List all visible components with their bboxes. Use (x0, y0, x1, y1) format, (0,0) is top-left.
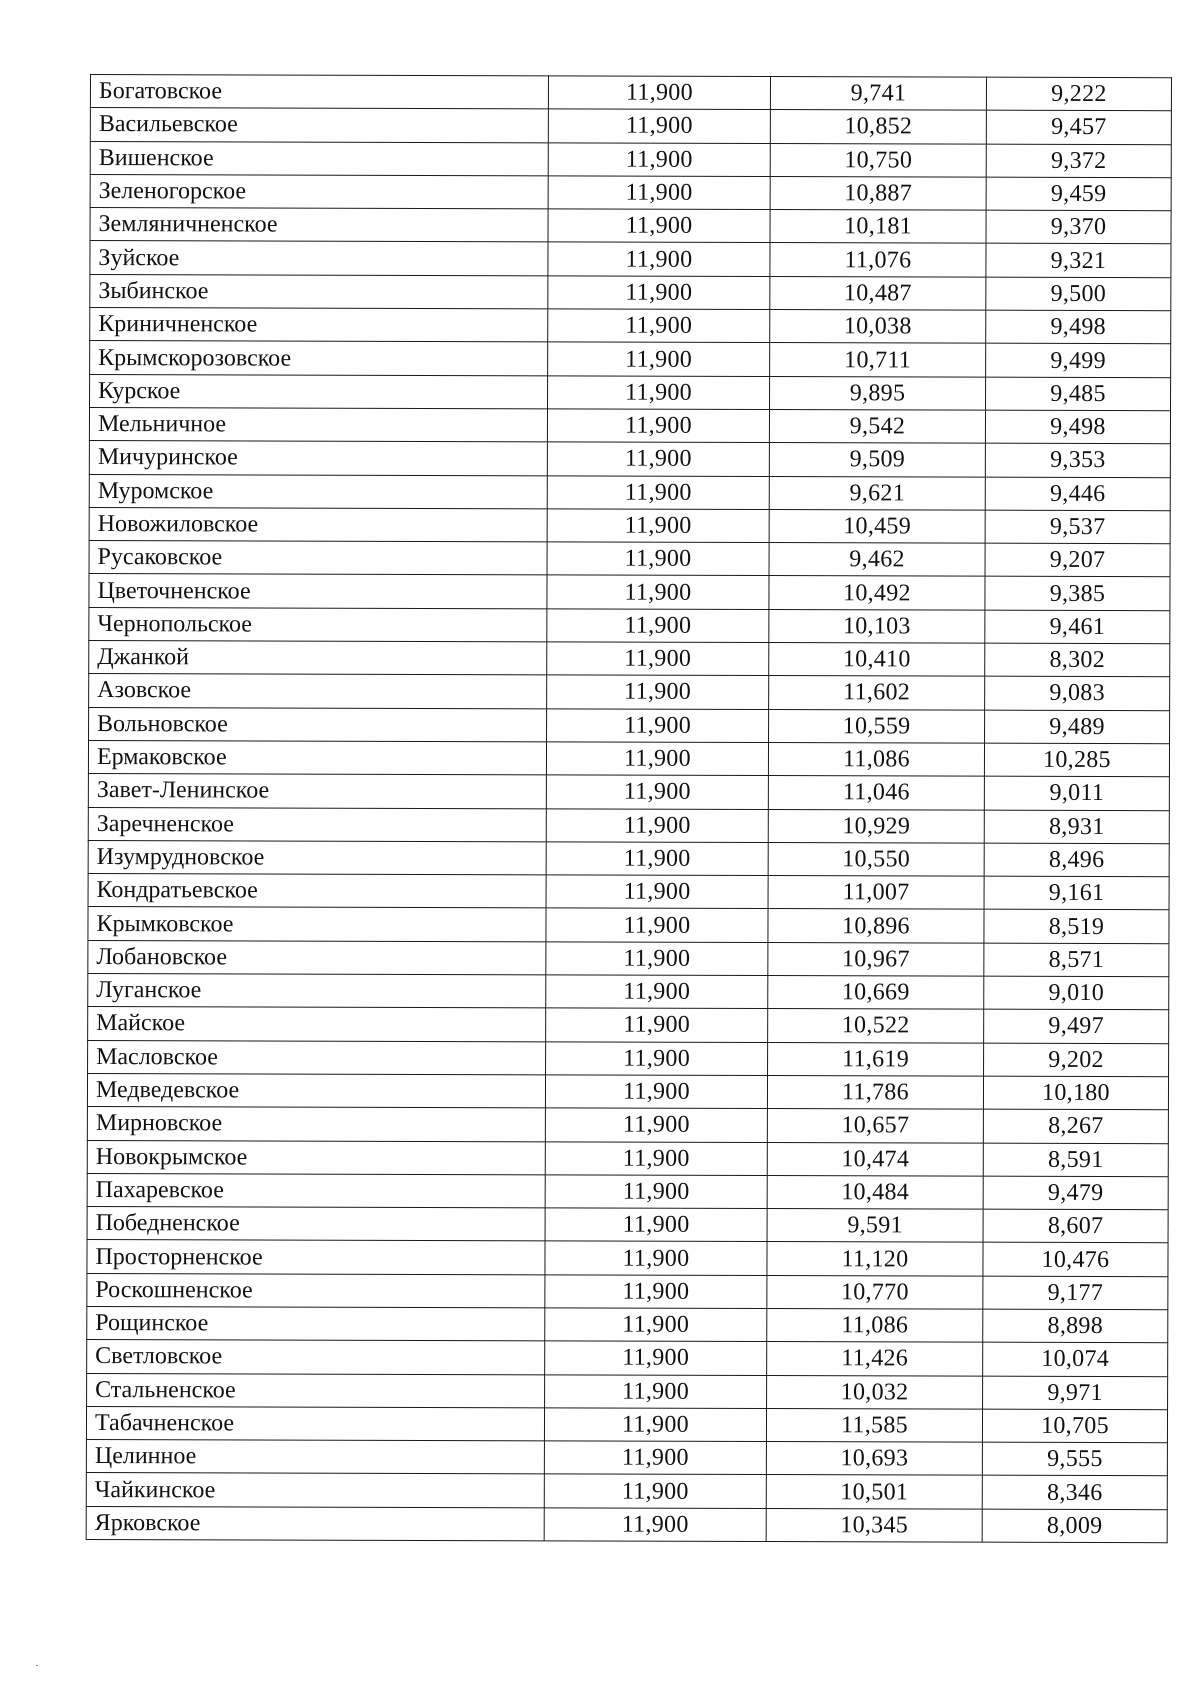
value-2-cell: 10,929 (768, 809, 984, 843)
value-2-cell: 11,046 (768, 776, 984, 810)
value-2-cell: 9,741 (770, 77, 986, 111)
value-2-cell: 10,484 (767, 1175, 983, 1209)
value-2-cell: 10,474 (767, 1142, 983, 1176)
settlement-name-cell: Русаковское (89, 541, 547, 576)
settlement-name-cell: Богатовское (90, 75, 548, 110)
table-row (87, 1340, 1168, 1377)
value-1-cell: 11,900 (547, 542, 769, 576)
value-1-cell: 11,900 (546, 808, 768, 842)
value-2-cell: 9,621 (769, 476, 985, 510)
value-2-cell: 11,120 (767, 1242, 983, 1276)
table-row (88, 907, 1169, 944)
value-3-cell: 9,446 (985, 477, 1170, 511)
value-1-cell: 11,900 (546, 775, 768, 809)
value-3-cell: 9,498 (986, 310, 1171, 344)
settlement-name-cell: Новокрымское (87, 1140, 545, 1175)
value-3-cell: 8,898 (983, 1309, 1168, 1343)
value-3-cell: 9,010 (984, 976, 1169, 1010)
settlement-name-cell: Пахаревское (87, 1173, 545, 1208)
value-2-cell: 10,852 (770, 110, 986, 144)
value-3-cell: 8,607 (983, 1209, 1168, 1243)
table-row (90, 141, 1171, 178)
settlement-name-cell: Майское (88, 1007, 546, 1042)
value-1-cell: 11,900 (546, 875, 768, 909)
value-1-cell: 11,900 (544, 1408, 766, 1442)
value-2-cell: 11,007 (768, 876, 984, 910)
table-row (87, 1306, 1168, 1343)
value-3-cell: 8,302 (985, 643, 1170, 677)
settlement-name-cell: Заречненское (88, 807, 546, 842)
value-2-cell: 10,896 (768, 909, 984, 943)
table-row (88, 807, 1169, 844)
table-row (88, 774, 1169, 811)
value-2-cell: 10,550 (768, 842, 984, 876)
settlement-name-cell: Целинное (86, 1440, 544, 1475)
value-3-cell: 9,372 (986, 144, 1171, 178)
table-row (90, 208, 1171, 245)
value-1-cell: 11,900 (548, 209, 770, 243)
settlement-name-cell: Ярковское (86, 1506, 544, 1541)
value-1-cell: 11,900 (548, 242, 770, 276)
value-3-cell: 10,476 (983, 1243, 1168, 1277)
value-2-cell: 10,032 (767, 1375, 983, 1409)
value-2-cell: 10,711 (770, 343, 986, 377)
table-row (87, 1273, 1168, 1310)
settlement-name-cell: Роскошненское (87, 1273, 545, 1308)
value-3-cell: 9,321 (986, 244, 1171, 278)
value-1-cell: 11,900 (545, 1374, 767, 1408)
value-3-cell: 10,180 (983, 1076, 1168, 1110)
settlement-name-cell: Табачненское (86, 1406, 544, 1441)
value-3-cell: 8,346 (982, 1476, 1167, 1510)
value-3-cell: 8,267 (983, 1109, 1168, 1143)
value-3-cell: 9,202 (984, 1043, 1169, 1077)
table-row (86, 1406, 1167, 1443)
table-row (88, 740, 1169, 777)
settlement-name-cell: Стальненское (87, 1373, 545, 1408)
table-row (87, 1207, 1168, 1244)
data-table (86, 74, 1172, 1543)
settlement-name-cell: Луганское (88, 974, 546, 1009)
value-2-cell: 9,462 (769, 543, 985, 577)
table-row (89, 441, 1170, 478)
value-3-cell: 9,485 (986, 377, 1171, 411)
value-3-cell: 8,931 (984, 810, 1169, 844)
value-1-cell: 11,900 (548, 142, 770, 176)
value-2-cell: 10,669 (768, 976, 984, 1010)
table-row (87, 1240, 1168, 1277)
value-2-cell: 11,619 (768, 1042, 984, 1076)
value-2-cell: 10,038 (770, 310, 986, 344)
table-row (90, 274, 1171, 311)
value-1-cell: 11,900 (546, 975, 768, 1009)
value-2-cell: 10,657 (767, 1109, 983, 1143)
value-3-cell: 9,498 (985, 410, 1170, 444)
value-3-cell: 9,497 (984, 1009, 1169, 1043)
value-3-cell: 9,370 (986, 210, 1171, 244)
settlement-name-cell: Зеленогорское (90, 174, 548, 209)
value-1-cell: 11,900 (547, 675, 769, 709)
settlement-name-cell: Цветочненское (89, 574, 547, 609)
value-2-cell: 11,786 (767, 1075, 983, 1109)
table-row (90, 75, 1171, 112)
value-2-cell: 10,103 (769, 609, 985, 643)
table-row (90, 241, 1171, 278)
value-1-cell: 11,900 (547, 475, 769, 509)
value-1-cell: 11,900 (548, 176, 770, 210)
value-2-cell: 10,559 (769, 709, 985, 743)
value-2-cell: 10,887 (770, 176, 986, 210)
value-1-cell: 11,900 (545, 1341, 767, 1375)
value-3-cell: 9,207 (985, 543, 1170, 577)
value-1-cell: 11,900 (545, 1075, 767, 1109)
value-1-cell: 11,900 (547, 708, 769, 742)
value-3-cell: 9,353 (985, 443, 1170, 477)
settlement-name-cell: Курское (90, 374, 548, 409)
value-2-cell: 10,487 (770, 276, 986, 310)
value-1-cell: 11,900 (545, 1175, 767, 1209)
value-1-cell: 11,900 (546, 942, 768, 976)
value-1-cell: 11,900 (546, 1008, 768, 1042)
value-2-cell: 10,410 (769, 643, 985, 677)
settlement-name-cell: Джанкой (89, 641, 547, 676)
table-row (90, 108, 1171, 145)
settlement-name-cell: Рощинское (87, 1306, 545, 1341)
table-row (87, 1140, 1168, 1177)
value-3-cell: 9,177 (983, 1276, 1168, 1310)
value-3-cell: 9,499 (986, 344, 1171, 378)
value-1-cell: 11,900 (544, 1441, 766, 1475)
value-3-cell: 9,537 (985, 510, 1170, 544)
table-row (87, 1107, 1168, 1144)
value-3-cell: 9,971 (983, 1376, 1168, 1410)
value-1-cell: 11,900 (546, 742, 768, 776)
value-2-cell: 10,501 (766, 1475, 982, 1509)
value-1-cell: 11,900 (547, 509, 769, 543)
settlement-name-cell: Чернопольское (89, 607, 547, 642)
table-row (89, 574, 1170, 611)
value-2-cell: 10,693 (766, 1442, 982, 1476)
table-row (87, 1373, 1168, 1410)
value-3-cell: 8,496 (984, 843, 1169, 877)
table-row (86, 1506, 1167, 1543)
table-row (86, 1440, 1167, 1477)
value-2-cell: 10,522 (768, 1009, 984, 1043)
settlement-name-cell: Мельничное (89, 407, 547, 442)
value-3-cell: 9,083 (985, 677, 1170, 711)
value-1-cell: 11,900 (546, 908, 768, 942)
table-row (87, 1073, 1168, 1110)
settlement-name-cell: Вишенское (90, 141, 548, 176)
table-body (86, 75, 1171, 1543)
value-1-cell: 11,900 (545, 1108, 767, 1142)
value-3-cell: 8,591 (983, 1143, 1168, 1177)
settlement-name-cell: Новожиловское (89, 507, 547, 542)
value-3-cell: 9,461 (985, 610, 1170, 644)
value-1-cell: 11,900 (544, 1474, 766, 1508)
value-1-cell: 11,900 (547, 575, 769, 609)
value-3-cell: 9,011 (984, 776, 1169, 810)
table-row (88, 1040, 1169, 1077)
settlement-name-cell: Завет-Ленинское (88, 774, 546, 809)
value-1-cell: 11,900 (548, 309, 770, 343)
settlement-name-cell: Изумрудновское (88, 840, 546, 875)
value-1-cell: 11,900 (548, 376, 770, 410)
value-1-cell: 11,900 (545, 1308, 767, 1342)
table-row (88, 974, 1169, 1011)
value-2-cell: 9,542 (769, 409, 985, 443)
table-row (90, 308, 1171, 345)
settlement-name-cell: Просторненское (87, 1240, 545, 1275)
table-row (90, 374, 1171, 411)
table-row (90, 174, 1171, 211)
table-row (88, 874, 1169, 911)
table-row (89, 641, 1170, 678)
table-row (89, 674, 1170, 711)
settlement-name-cell: Кондратьевское (88, 874, 546, 909)
settlement-name-cell: Мирновское (87, 1107, 545, 1142)
value-3-cell: 9,500 (986, 277, 1171, 311)
value-2-cell: 10,459 (769, 509, 985, 543)
value-2-cell: 11,086 (768, 742, 984, 776)
value-3-cell: 9,459 (986, 177, 1171, 211)
value-3-cell: 9,489 (985, 710, 1170, 744)
scan-speck (36, 1665, 38, 1666)
value-2-cell: 11,602 (769, 676, 985, 710)
value-2-cell: 11,426 (767, 1342, 983, 1376)
value-1-cell: 11,900 (547, 609, 769, 643)
value-3-cell: 9,385 (985, 577, 1170, 611)
settlement-name-cell: Криничненское (90, 308, 548, 343)
value-2-cell: 11,585 (766, 1408, 982, 1442)
value-3-cell: 10,705 (982, 1409, 1167, 1443)
table-row (89, 507, 1170, 544)
settlement-name-cell: Зыбинское (90, 274, 548, 309)
table-row (88, 1007, 1169, 1044)
settlement-name-cell: Зуйское (90, 241, 548, 276)
value-3-cell: 9,161 (984, 876, 1169, 910)
settlement-name-cell: Крымковское (88, 907, 546, 942)
settlement-name-cell: Мичуринское (89, 441, 547, 476)
value-2-cell: 9,591 (767, 1209, 983, 1243)
settlement-name-cell: Крымскорозовское (90, 341, 548, 376)
table-row (86, 1473, 1167, 1510)
value-3-cell: 8,571 (984, 943, 1169, 977)
value-3-cell: 10,074 (983, 1342, 1168, 1376)
value-1-cell: 11,900 (548, 342, 770, 376)
value-1-cell: 11,900 (547, 409, 769, 443)
value-2-cell: 10,967 (768, 942, 984, 976)
value-1-cell: 11,900 (544, 1508, 766, 1542)
value-3-cell: 9,555 (982, 1442, 1167, 1476)
settlement-name-cell: Медведевское (87, 1073, 545, 1108)
value-1-cell: 11,900 (546, 1041, 768, 1075)
settlement-name-cell: Васильевское (90, 108, 548, 143)
value-3-cell: 8,519 (984, 910, 1169, 944)
value-1-cell: 11,900 (548, 76, 770, 110)
table-row (87, 1173, 1168, 1210)
value-2-cell: 10,492 (769, 576, 985, 610)
value-2-cell: 11,086 (767, 1308, 983, 1342)
table-row (88, 940, 1169, 977)
value-1-cell: 11,900 (548, 276, 770, 310)
value-1-cell: 11,900 (545, 1275, 767, 1309)
value-1-cell: 11,900 (547, 442, 769, 476)
table-row (89, 707, 1170, 744)
value-2-cell: 10,750 (770, 143, 986, 177)
value-1-cell: 11,900 (545, 1241, 767, 1275)
table-row (89, 474, 1170, 511)
value-2-cell: 10,770 (767, 1275, 983, 1309)
value-1-cell: 11,900 (545, 1141, 767, 1175)
settlement-name-cell: Вольновское (89, 707, 547, 742)
settlement-name-cell: Светловское (87, 1340, 545, 1375)
value-1-cell: 11,900 (547, 642, 769, 676)
settlement-name-cell: Масловское (88, 1040, 546, 1075)
settlement-name-cell: Чайкинское (86, 1473, 544, 1508)
value-2-cell: 9,509 (769, 443, 985, 477)
value-1-cell: 11,900 (546, 842, 768, 876)
table-row (89, 607, 1170, 644)
value-2-cell: 10,181 (770, 210, 986, 244)
table-row (88, 840, 1169, 877)
settlement-name-cell: Ермаковское (88, 740, 546, 775)
value-3-cell: 9,479 (983, 1176, 1168, 1210)
value-2-cell: 10,345 (766, 1508, 982, 1542)
value-3-cell: 9,457 (986, 110, 1171, 144)
settlement-name-cell: Азовское (89, 674, 547, 709)
table-row (90, 341, 1171, 378)
value-2-cell: 9,895 (770, 376, 986, 410)
value-2-cell: 11,076 (770, 243, 986, 277)
value-3-cell: 10,285 (984, 743, 1169, 777)
value-1-cell: 11,900 (548, 109, 770, 143)
table-row (89, 541, 1170, 578)
settlement-name-cell: Победненское (87, 1207, 545, 1242)
settlement-name-cell: Земляничненское (90, 208, 548, 243)
value-3-cell: 9,222 (986, 77, 1171, 111)
settlement-name-cell: Лобановское (88, 940, 546, 975)
value-1-cell: 11,900 (545, 1208, 767, 1242)
settlement-name-cell: Муромское (89, 474, 547, 509)
table-row (89, 407, 1170, 444)
value-3-cell: 8,009 (982, 1509, 1167, 1543)
